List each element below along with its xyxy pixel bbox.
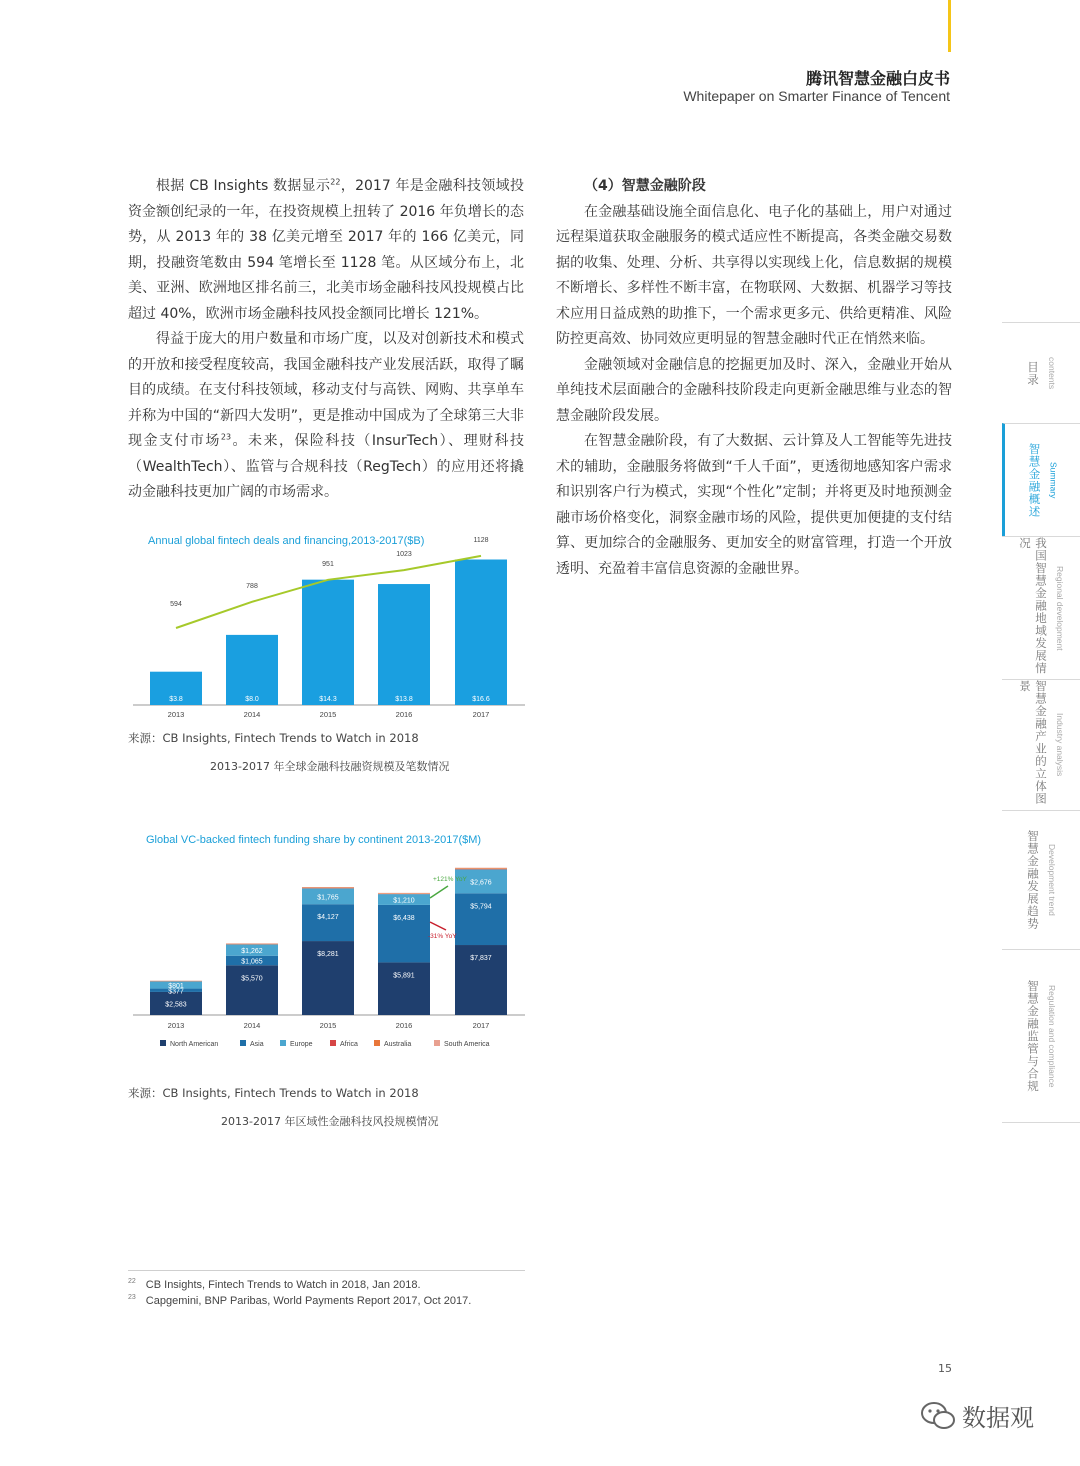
right-column [556,174,952,582]
header-title-en: Whitepaper on Smarter Finance of Tencent [683,88,950,104]
chart2-bar-segment [226,944,278,945]
chart2-bar-segment [378,893,430,894]
sidebar-tab-label-cn: 我国智慧金融地域发展情况 [1018,537,1048,675]
chart2-tick-label: 2015 [319,1021,337,1030]
chart2-arrow-up [430,886,448,898]
right-paragraph-3: 在智慧金融阶段，有了大数据、云计算及人工智能等先进技术的辅助，金融服务将做到“千人千面”，更透彻地感知客户需求和识别客户行为模式，实现“个性化”定制；并将更及时地预测金融市场价格变化，洞察金融市场的风险，提供更加便捷的支付结算、更加综合的金融服务、更加安全的财富管理，打造一个开放透明、充盈着丰富信息资源的金融世界。 [556,433,952,577]
chart1-bar [378,584,430,705]
chart2-tick-label: 2017 [472,1021,490,1030]
chart1-title: Annual global fintech deals and financing,2013-2017($B) [148,535,425,547]
sidebar-tab[interactable] [1002,949,1080,1122]
chart2-segment-label: $5,570 [241,975,263,983]
chart2-segment-label: $1,262 [241,948,263,956]
chart1-bar [455,560,507,705]
figure2-caption: 2013-2017 年区域性金融科技风投规模情况 [221,1115,439,1128]
sidebar-tab-label-en: Development trend [1047,844,1057,916]
watermark: 数据观 [920,1398,1034,1433]
chart1-line-label: 594 [170,601,182,608]
sidebar-tab-label-en: Industry analysis [1055,713,1065,777]
chart2-segment-label: $4,127 [317,914,339,922]
section-sidebar [1002,322,1080,1123]
chart2-segment-label: $801 [168,982,184,990]
chart2-tick-label: 2014 [243,1021,261,1030]
right-paragraph-2: 金融领域对金融信息的挖掘更加及时、深入，金融业开始从单纯技术层面融合的金融科技阶段走向更新金融思维与业态的智慧金融阶段发展。 [556,356,952,424]
chart2-segment-label: $6,438 [393,914,415,922]
sidebar-divider [1002,1122,1080,1123]
left-column [128,174,524,506]
footnote-22: $^{22}$ CB Insights, Fintech Trends to Watch in 2018, Jan 2018. [128,1278,421,1291]
chart1-bar-label: $8.0 [245,696,259,703]
sidebar-tab-label-en: Regulation and compliance [1047,984,1057,1088]
chart2-annotation-down: -31% YoY [428,933,457,940]
chart2-segment-label: $1,765 [317,894,339,902]
chart2-segment-label: $2,676 [470,879,492,887]
header-accent-bar [948,0,951,52]
chart2-segment-label: $8,281 [317,951,339,959]
chart1-bar-label: $13.8 [395,696,413,703]
chart2-bar-segment [378,905,430,962]
chart2-segment-label: $5,891 [393,972,415,980]
right-paragraph-1: 在金融基础设施全面信息化、电子化的基础上，用户对通过远程渠道获取金融服务的模式适应性不断提高，各类金融交易数据的收集、处理、分析、共享得以实现线上化，信息数据的规模不断增长、多样性不断丰富，在物联网、大数据、机器学习等技术应用日益成熟的助推下，一个需求更多元、供给更精准、风险防控更高效、协同效应更明显的智慧金融时代正在悄然来临。 [556,203,952,347]
footnote-divider [128,1270,525,1271]
sidebar-tab[interactable] [1002,810,1080,949]
chart1-tick-label: 2015 [319,710,337,719]
chart1-tick-label: 2017 [472,710,490,719]
chart1-tick-label: 2016 [395,710,413,719]
sidebar-tab-label-cn: 目录 [1026,360,1040,386]
sidebar-tab[interactable] [1002,679,1080,810]
chart1-line-label: 1023 [396,551,412,559]
chart1-bar [302,580,354,705]
chart2-bar-segment [455,868,507,869]
chart1-tick-label: 2014 [243,710,261,719]
chart2-segment-label: $7,837 [470,955,492,963]
chart2-legend-label: Africa [340,1041,358,1048]
chart2-tick-label: 2013 [167,1021,185,1030]
figure1-caption: 2013-2017 年全球金融科技融资规模及笔数情况 [210,760,450,773]
chart2-title: Global VC-backed fintech funding share by continent 2013-2017($M) [146,834,482,846]
chart2-bar-segment [455,868,507,869]
chart2-legend-label: South America [444,1041,490,1048]
sidebar-tab-label-en: Regional development [1055,565,1065,651]
page-number: 15 [938,1362,952,1375]
chart2-bar-segment [378,962,430,1015]
chart2-legend-swatch [280,1040,286,1046]
deals-financing-chart [128,528,528,728]
left-paragraph-2: 得益于庞大的用户数量和市场广度，以及对创新技术和模式的开放和接受程度较高，我国金融科技产业发展活跃，取得了瞩目的成绩。在支付科技领域，移动支付与高铁、网购、共享单车并称为中国的“新四大发明”，更是推动中国成为了全球第三大非现金支付市场$^{23}$。未来，保险科技（InsurTech）、理财科技（WealthTech）、监管与合规科技（RegTech）的应用还将撬动金融科技更加广阔的市场需求。 [128,331,525,500]
chart2-legend-label: Australia [384,1041,412,1048]
chart1-bar-label: $3.8 [169,696,183,703]
sidebar-tab-label-cn: 智慧金融发展趋势 [1026,830,1040,930]
figure2-source: 来源：CB Insights, Fintech Trends to Watch in 2018 [128,1086,419,1100]
chart2-legend-label: North American [170,1041,219,1048]
chart2-segment-label: $377 [168,988,184,996]
sidebar-tab-label-en: Summary [1048,461,1059,499]
left-paragraph-1: 根据 CB Insights 数据显示$^{22}$，2017 年是金融科技领域投资金额创纪录的一年，在投资规模上扭转了 2016 年负增长的态势，从 2013 年的 38 亿美元增至 2017 年的 166 亿美元，同期，投融资笔数由 594 笔增长至 1128 笔。从区域分布上，北美、亚洲、欧洲地区排名前三，北美市场金融科技风投规模占比超过 40%，欧洲市场金融科技风投金额同比增长 121%。 [128,177,524,322]
chart2-bar-segment [226,965,278,1015]
chart1-bar-label: $16.6 [472,696,490,703]
chart2-bar-segment [302,888,354,889]
chart2-bar-segment [302,904,354,941]
chart2-segment-label: $2,583 [165,1001,187,1009]
wechat-icon [920,1401,956,1431]
sidebar-tab-label-cn: 智慧金融概述 [1027,442,1042,518]
chart1-bar-label: $14.3 [319,696,337,703]
chart2-legend-swatch [330,1040,336,1046]
chart2-legend-swatch [160,1040,166,1046]
chart1-line-label: 951 [322,560,334,568]
chart2-segment-label: $1,210 [393,897,415,905]
chart2-segment-label: $1,065 [241,958,263,966]
chart2-legend-label: Asia [250,1041,264,1048]
chart1-line-label: 1128 [473,536,489,544]
figure1-source: 来源：CB Insights, Fintech Trends to Watch in 2018 [128,731,419,745]
chart2-legend-swatch [374,1040,380,1046]
sidebar-tab-label-cn: 智慧金融监管与合规 [1026,979,1040,1093]
chart2-bar-segment [455,893,507,945]
sidebar-tab[interactable] [1002,536,1080,679]
chart1-line-label: 788 [246,582,258,590]
footnote-23: $^{23}$ Capgemini, BNP Paribas, World Payments Report 2017, Oct 2017. [128,1294,472,1307]
chart2-arrow-down [430,922,446,930]
chart2-tick-label: 2016 [395,1021,413,1030]
sidebar-tab[interactable] [1002,423,1080,536]
chart2-bar-segment [302,887,354,888]
sidebar-tab-label-cn: 智慧金融产业的立体图景 [1018,680,1048,805]
sidebar-tab[interactable] [1002,322,1080,423]
chart2-annotation-up: +121% YoY [433,876,467,883]
header-title-cn: 腾讯智慧金融白皮书 [805,69,950,88]
chart2-legend-swatch [240,1040,246,1046]
chart2-legend-label: Europe [290,1041,313,1048]
chart1-tick-label: 2013 [167,710,185,719]
sidebar-tab-label-en: contents [1047,356,1057,390]
chart1-bar [226,635,278,705]
chart2-segment-label: $5,794 [470,903,492,911]
section-title: （4）智慧金融阶段 [584,178,706,194]
chart2-legend-swatch [434,1040,440,1046]
footnote-ref-23[interactable]: 23 [220,432,232,442]
vc-funding-continent-chart [128,826,528,1056]
footnote-ref-22[interactable]: 22 [330,177,341,187]
